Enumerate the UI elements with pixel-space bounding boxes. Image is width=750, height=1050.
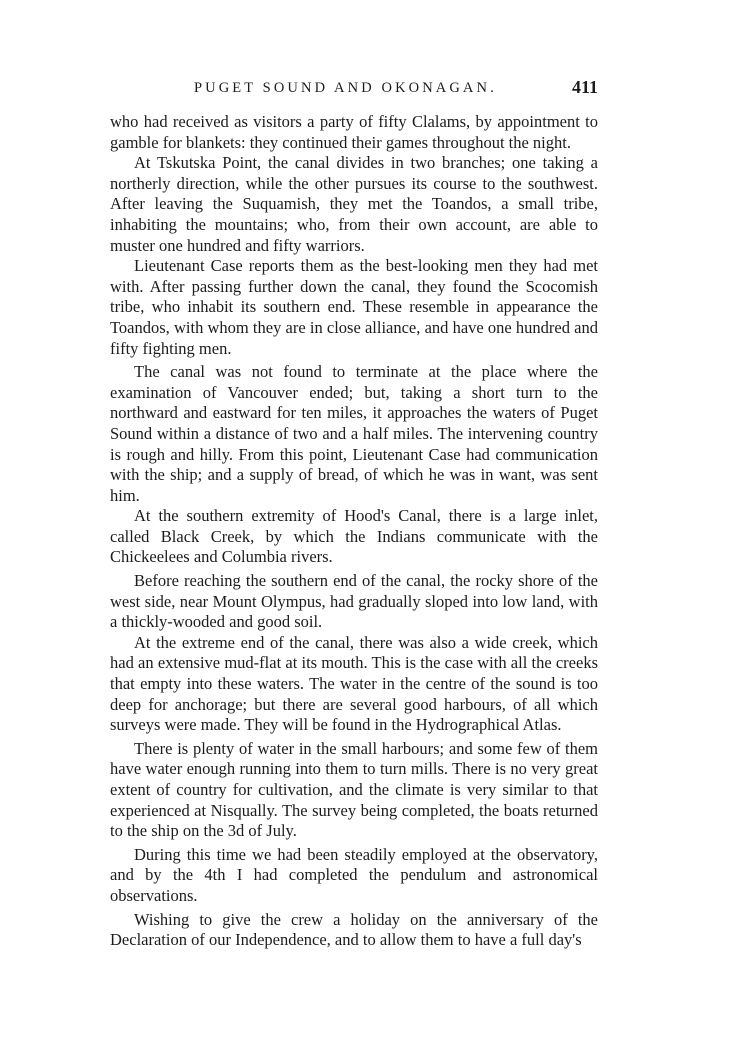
paragraph: Wishing to give the crew a holiday on the anniversary of the Declaration of our Independence, and to allow them to have a full day's: [110, 909, 598, 950]
paragraph: Before reaching the southern end of the canal, the rocky shore of the west side, near Mount Olympus, had gradually sloped into low land, with a thickly-wooded and good soil.: [110, 571, 598, 632]
page-header: [110, 74, 598, 104]
paragraph: The canal was not found to terminate at the place where the examination of Vancouver ended; but, taking a short turn to the northward and eastward for ten miles, it approaches the waters of Puget Sound within a distance of two and a half miles. The intervening country is rough and hilly. From this point, Lieutenant Case had communication with the ship; and a supply of bread, of which he was in want, was sent him.: [110, 362, 598, 505]
paragraph: At Tskutska Point, the canal divides in two branches; one taking a northerly direction, while the other pursues its course to the southwest. After leaving the Suquamish, they met the Toandos, a small tribe, inhabiting the mountains; who, from their own account, are able to muster one hundred and fifty warriors.: [110, 153, 598, 255]
running-head: PUGET SOUND AND OKONAGAN.: [194, 80, 497, 96]
paragraph: There is plenty of water in the small harbours; and some few of them have water enough running into them to turn mills. There is no very great extent of country for cultivation, and the climate is very similar to that experienced at Nisqually. The survey being completed, the boats returned to the ship on the 3d of July.: [110, 738, 598, 841]
paragraph: At the extreme end of the canal, there was also a wide creek, which had an extensive mud-flat at its mouth. This is the case with all the creeks that empty into these waters. The water in the centre of the sound is too deep for anchorage; but there are several good harbours, of all which surveys were made. They will be found in the Hydrographical Atlas.: [110, 632, 598, 735]
paragraph: During this time we had been steadily employed at the observatory, and by the 4th I had completed the pendulum and astronomical observations.: [110, 844, 598, 905]
paragraph: Lieutenant Case reports them as the best-looking men they had met with. After passing further down the canal, they found the Scocomish tribe, who inhabit its southern end. These resemble in appearance the Toandos, with whom they are in close alliance, and have one hundred and fifty fighting men.: [110, 256, 598, 358]
page-number: 411: [571, 77, 598, 97]
paragraph-continued: who had received as visitors a party of fifty Clalams, by appointment to gamble for blankets: they continued their games throughout the night.: [110, 112, 598, 152]
paragraph: At the southern extremity of Hood's Canal, there is a large inlet, called Black Creek, by which the Indians communicate with the Chickeelees and Columbia rivers.: [110, 506, 598, 567]
body-text: [110, 112, 598, 951]
